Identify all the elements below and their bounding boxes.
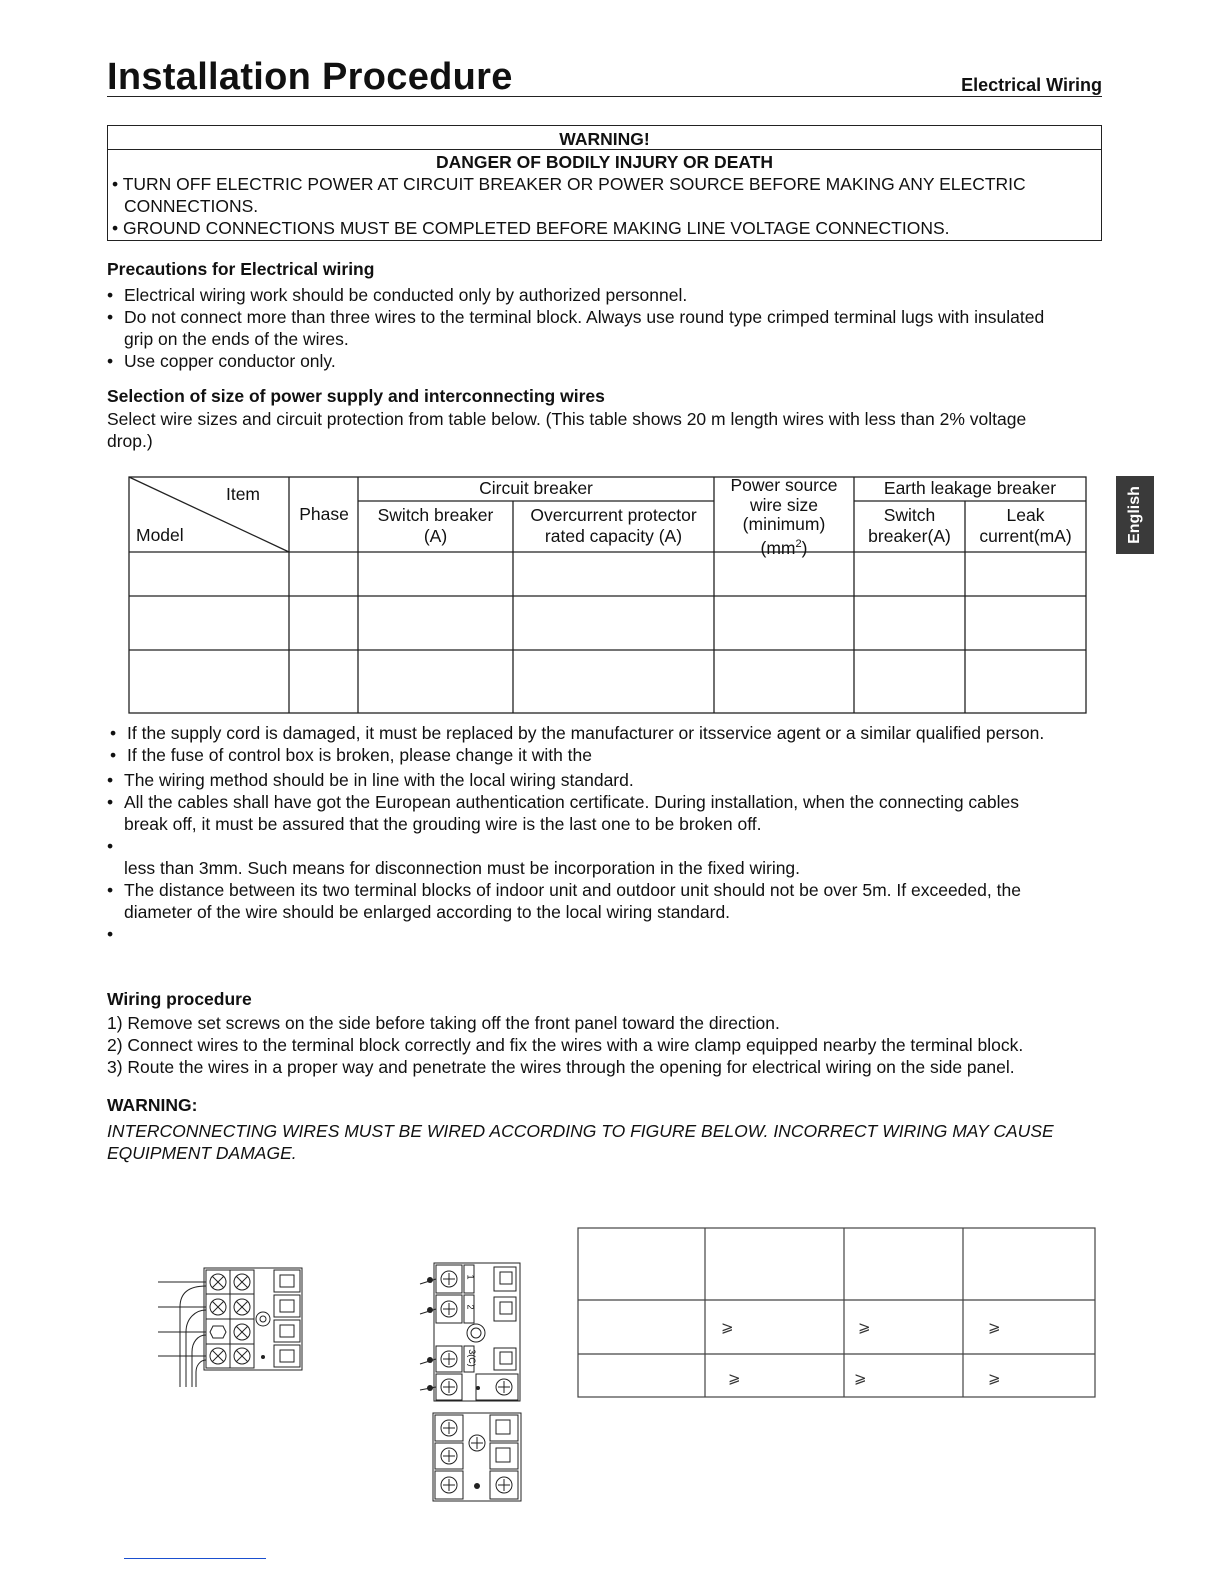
language-tab[interactable]	[1116, 476, 1154, 554]
precaution-item	[107, 350, 336, 372]
wiring-step: 1) Remove set screws on the side before taking off the front panel toward the direction.	[107, 1013, 780, 1033]
section-label: Electrical Wiring	[961, 75, 1102, 95]
elb-switch-line2: breaker(A)	[868, 526, 951, 546]
warning2-text: INTERCONNECTING WIRES MUST BE WIRED ACCORDING TO FIGURE BELOW. INCORRECT WIRING MAY CAUSE	[107, 1121, 1054, 1141]
outdoor-terminal-block-diagram	[416, 1260, 526, 1405]
warning-box	[107, 125, 1102, 241]
indoor-terminal-block-diagram	[150, 1262, 310, 1392]
terminal-label-3: 3(C)	[466, 1349, 477, 1367]
note-text: If the supply cord is damaged, it must be replaced by the manufacturer or itsservice agent or a similar qualified person.	[127, 723, 1045, 743]
bullet-dot: •	[112, 174, 119, 194]
note-item	[107, 769, 634, 791]
overcurrent-header	[513, 505, 714, 547]
precaution-text: grip on the ends of the wires.	[124, 329, 349, 349]
ge-symbol: ⩾	[988, 1370, 1001, 1387]
note-item	[107, 879, 1021, 901]
switch-breaker-line2: (A)	[423, 526, 448, 546]
note-text: If the fuse of control box is broken, please change it with the	[127, 745, 592, 765]
selection-text: Select wire sizes and circuit protection from table below. (This table shows 20 m length wires with less than 2% voltage	[107, 409, 1027, 429]
wiring-step: 3) Route the wires in a proper way and penetrate the wires through the opening for electrical wiring on the side panel.	[107, 1057, 1015, 1077]
link-underline[interactable]	[124, 1558, 266, 1559]
note-item-continued	[107, 813, 762, 835]
note-text: The wiring method should be in line with the local wiring standard.	[124, 770, 634, 790]
bullet-dot: •	[107, 792, 114, 812]
power-source-superscript: 2	[795, 537, 802, 550]
power-source-line4	[714, 535, 854, 558]
warning-item	[112, 174, 1101, 195]
note-text: break off, it must be assured that the grouding wire is the last one to be broken off.	[124, 814, 762, 834]
bullet-dot: •	[110, 723, 117, 743]
elb-leak-line1: Leak	[1006, 505, 1045, 525]
circuit-breaker-header: Circuit breaker	[479, 478, 593, 498]
warning-divider	[108, 149, 1101, 150]
elb-switch-header	[854, 505, 965, 547]
capacity-table-grid	[577, 1227, 1097, 1399]
ge-symbol: ⩾	[854, 1370, 867, 1387]
power-source-line3: (minimum)	[742, 514, 826, 534]
note-item	[107, 791, 1019, 813]
warning-item-text: GROUND CONNECTIONS MUST BE COMPLETED BEFORE MAKING LINE VOLTAGE CONNECTIONS.	[123, 218, 950, 238]
power-source-close: )	[801, 537, 808, 558]
warning-item-continued: CONNECTIONS.	[124, 196, 259, 216]
wire-spec-table	[128, 476, 1086, 714]
selection-text-continued: drop.)	[107, 431, 153, 451]
ge-symbol: ⩾	[858, 1319, 871, 1336]
bullet-dot: •	[112, 218, 119, 238]
bullet-dot: •	[107, 351, 114, 371]
note-item-continued	[107, 857, 800, 879]
small-terminal-block-diagram	[430, 1410, 525, 1505]
precautions-heading: Precautions for Electrical wiring	[107, 259, 375, 279]
bullet-dot: •	[107, 880, 114, 900]
bullet-dot: •	[107, 307, 114, 327]
elb-leak-line2: current(mA)	[979, 526, 1072, 546]
terminal-label-2: 2	[465, 1304, 476, 1310]
note-text: All the cables shall have got the European authentication certificate. During installation, when the connecting cables	[124, 792, 1020, 812]
elb-leak-header	[965, 505, 1086, 547]
switch-breaker-line1: Switch breaker	[377, 505, 494, 525]
language-tab-label: English	[1126, 486, 1143, 544]
earth-leakage-header: Earth leakage breaker	[883, 478, 1057, 498]
bullet-dot: •	[110, 745, 117, 765]
terminal-label-1: 1	[465, 1274, 476, 1280]
ge-symbol: ⩾	[988, 1319, 1001, 1336]
overcurrent-line2: rated capacity (A)	[544, 526, 683, 546]
precaution-item	[107, 284, 687, 306]
ge-symbol: ⩾	[721, 1319, 734, 1336]
note-text: diameter of the wire should be enlarged according to the local wiring standard.	[124, 902, 731, 922]
warning-item-text: TURN OFF ELECTRIC POWER AT CIRCUIT BREAKER OR POWER SOURCE BEFORE MAKING ANY ELECTRIC	[122, 174, 1026, 194]
model-header: Model	[136, 525, 184, 545]
bullet-dot: •	[107, 924, 114, 944]
note-item-continued	[107, 901, 730, 923]
precaution-text: Use copper conductor only.	[124, 351, 336, 371]
note-item	[110, 722, 1044, 744]
capacity-table	[577, 1227, 1095, 1397]
warning-item	[112, 218, 1101, 239]
bullet-dot: •	[107, 836, 114, 856]
item-header: Item	[225, 484, 261, 504]
precaution-text: Electrical wiring work should be conducted only by authorized personnel.	[124, 285, 688, 305]
precaution-text: Do not connect more than three wires to the terminal block. Always use round type crimped terminal lugs with insulated	[124, 307, 1045, 327]
wiring-procedure-heading: Wiring procedure	[107, 989, 252, 1009]
warning2-heading: WARNING:	[107, 1095, 198, 1115]
bullet-dot: •	[107, 770, 114, 790]
bullet-dot: •	[107, 285, 114, 305]
precaution-item	[107, 306, 1044, 328]
phase-header: Phase	[299, 504, 349, 524]
ge-symbol: ⩾	[728, 1370, 741, 1387]
note-text: less than 3mm. Such means for disconnection must be incorporation in the fixed wiring.	[124, 858, 801, 878]
warning2-text-continued: EQUIPMENT DAMAGE.	[107, 1143, 297, 1163]
page-title: Installation Procedure	[107, 56, 513, 98]
power-source-line1: Power source	[730, 475, 838, 495]
elb-switch-line1: Switch	[883, 505, 936, 525]
overcurrent-line1: Overcurrent protector	[530, 505, 697, 525]
wiring-step: 2) Connect wires to the terminal block correctly and fix the wires with a wire clamp equipped nearby the terminal block.	[107, 1035, 1024, 1055]
warning-subtitle: DANGER OF BODILY INJURY OR DEATH	[435, 152, 774, 172]
power-source-unit: (mm	[760, 537, 796, 558]
power-source-line2: wire size	[749, 494, 819, 515]
precaution-item-continued	[107, 328, 349, 350]
title-divider	[107, 96, 1102, 97]
selection-heading: Selection of size of power supply and interconnecting wires	[107, 386, 605, 406]
note-text: The distance between its two terminal blocks of indoor unit and outdoor unit should not be over 5m. If exceeded, the	[124, 880, 1021, 900]
warning-title: WARNING!	[559, 129, 650, 149]
power-source-header	[714, 476, 854, 558]
note-item	[110, 744, 592, 766]
switch-breaker-header	[358, 505, 513, 547]
